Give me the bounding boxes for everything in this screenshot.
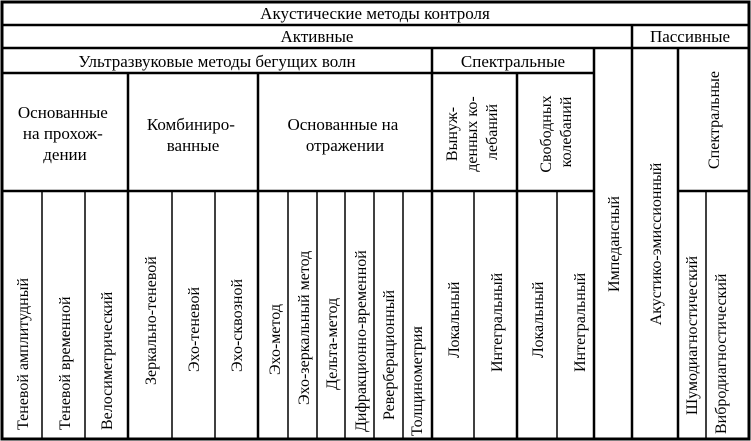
group-ultrasonic: Ультразвуковые методы бегущих волн [78,52,356,71]
subgroup-free-line: колебаний [558,96,575,168]
method-thickness: Толщинометрия [409,326,426,436]
subgroup-transmission-line: на прохож- [22,124,103,143]
group-active: Активные [280,27,354,46]
method-delta: Дельта-метод [324,297,341,390]
method-forced-integral: Интегральный [489,272,506,372]
subgroup-combined-line: ванные [166,136,220,155]
subgroup-reflection-line: отражении [305,136,385,155]
method-echo-mirror: Эхо-зеркальный метод [296,250,313,405]
method-diffraction-time: Дифракционно-временной [353,250,370,432]
subgroup-transmission [18,103,112,164]
method-echo: Эхо-метод [267,304,284,375]
method-echo-shadow: Эхо-теневой [186,286,203,372]
method-shadow-amplitude: Теневой амплитудный [15,277,32,430]
subgroup-free-line: Свободных [538,95,555,173]
subgroup-transmission-line: Основанные [17,103,108,122]
group-spectral-active: Спектральные [460,52,566,71]
method-mirror-shadow: Зеркально-теневой [143,256,160,385]
subgroup-forced [444,92,501,171]
method-vibro-diagnostic: Вибродиагностический [713,273,730,434]
method-noise-diagnostic: Шумодиагностический [684,255,701,415]
group-acoustic-emission: Акустико-эмиссионный [648,162,665,326]
method-shadow-time: Теневой временной [57,296,74,430]
subgroup-forced-line: денных ко- [464,96,481,172]
subgroup-forced-line: Вынуж- [444,106,461,162]
group-passive: Пассивные [649,27,731,46]
group-spectral-passive: Спектральные [706,70,723,170]
subgroup-transmission-line: дении [43,145,87,164]
subgroup-reflection-line: Основанные на [287,115,399,134]
subgroup-combined [147,115,239,155]
method-reverberation: Реверберационный [381,289,398,420]
method-free-integral: Интегральный [572,272,589,372]
subgroup-combined-line: Комбиниро- [146,115,235,134]
subgroup-reflection [287,115,402,155]
subgroup-forced-line: лебаний [484,103,501,161]
method-free-local: Локальный [530,281,547,358]
method-forced-local: Локальный [446,281,463,358]
subgroup-free [538,91,575,172]
method-echo-through: Эхо-сквозной [229,278,246,372]
group-impedance: Импедансный [606,196,623,292]
diagram-title: Акустические методы контроля [260,4,490,23]
method-velocimetric: Велосиметрический [99,291,116,430]
